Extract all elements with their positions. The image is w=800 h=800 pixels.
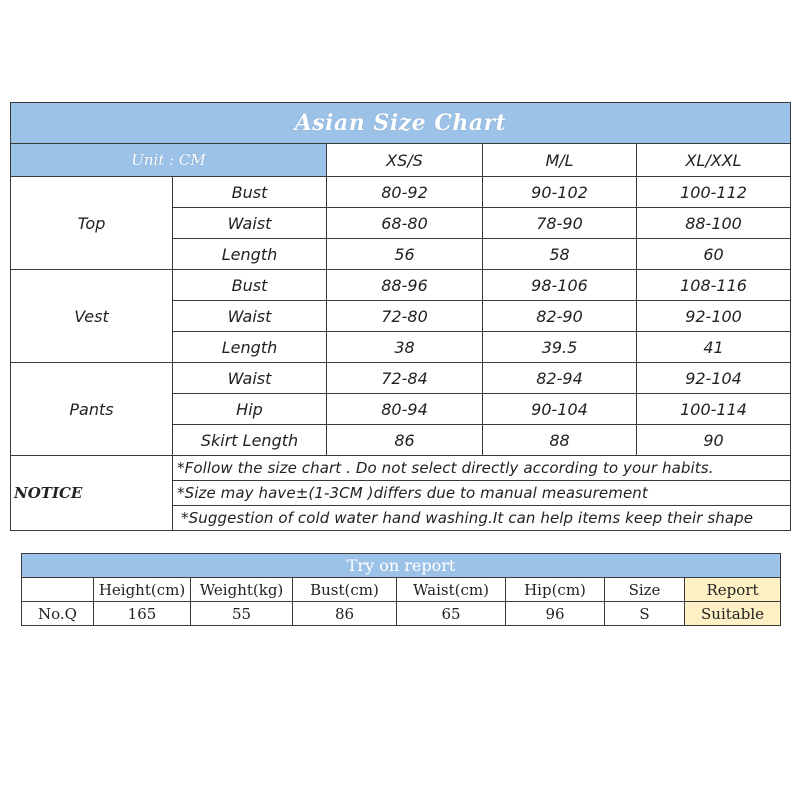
table-cell: 39.5	[483, 332, 637, 363]
measure-label: Bust	[173, 270, 327, 301]
table-cell: 60	[637, 239, 791, 270]
table-cell: 90	[637, 425, 791, 456]
report-waist-value: 65	[397, 602, 506, 626]
unit-label: Unit : CM	[11, 144, 327, 177]
group-label-vest: Vest	[11, 270, 173, 363]
report-header-blank	[22, 578, 94, 602]
table-cell: 88	[483, 425, 637, 456]
size-header-xl-xxl: XL/XXL	[637, 144, 791, 177]
table-cell: 108-116	[637, 270, 791, 301]
report-weight-value: 55	[191, 602, 293, 626]
table-cell: 86	[327, 425, 483, 456]
table-cell: 82-94	[483, 363, 637, 394]
table-cell: 78-90	[483, 208, 637, 239]
table-cell: 100-114	[637, 394, 791, 425]
group-label-top: Top	[11, 177, 173, 270]
table-cell: 90-102	[483, 177, 637, 208]
size-header-m-l: M/L	[483, 144, 637, 177]
table-cell: 80-94	[327, 394, 483, 425]
table-cell: 41	[637, 332, 791, 363]
measure-label: Bust	[173, 177, 327, 208]
measure-label: Length	[173, 239, 327, 270]
notice-line: *Size may have±(1-3CM )differs due to manual measurement	[173, 481, 791, 506]
report-header-size: Size	[605, 578, 685, 602]
table-cell: 92-100	[637, 301, 791, 332]
size-chart-title: Asian Size Chart	[11, 103, 791, 144]
size-chart-table	[10, 102, 791, 531]
try-on-report-title: Try on report	[22, 554, 781, 578]
table-cell: 82-90	[483, 301, 637, 332]
size-header-xs-s: XS/S	[327, 144, 483, 177]
report-header-report: Report	[685, 578, 781, 602]
measure-label: Waist	[173, 363, 327, 394]
table-cell: 88-96	[327, 270, 483, 301]
notice-line: *Follow the size chart . Do not select directly according to your habits.	[173, 456, 791, 481]
measure-label: Waist	[173, 208, 327, 239]
report-result-value: Suitable	[685, 602, 781, 626]
table-cell: 80-92	[327, 177, 483, 208]
report-header-bust: Bust(cm)	[293, 578, 397, 602]
report-header-waist: Waist(cm)	[397, 578, 506, 602]
table-cell: 88-100	[637, 208, 791, 239]
table-cell: 72-84	[327, 363, 483, 394]
report-header-weight: Weight(kg)	[191, 578, 293, 602]
table-cell: 92-104	[637, 363, 791, 394]
table-cell: 98-106	[483, 270, 637, 301]
measure-label: Skirt Length	[173, 425, 327, 456]
table-cell: 58	[483, 239, 637, 270]
report-height-value: 165	[94, 602, 191, 626]
notice-label: NOTICE	[11, 456, 173, 531]
group-label-pants: Pants	[11, 363, 173, 456]
table-cell: 38	[327, 332, 483, 363]
notice-line: *Suggestion of cold water hand washing.It can help items keep their shape	[173, 506, 791, 531]
report-header-hip: Hip(cm)	[506, 578, 605, 602]
table-cell: 68-80	[327, 208, 483, 239]
measure-label: Waist	[173, 301, 327, 332]
table-cell: 90-104	[483, 394, 637, 425]
report-header-height: Height(cm)	[94, 578, 191, 602]
table-cell: 100-112	[637, 177, 791, 208]
table-cell: 72-80	[327, 301, 483, 332]
try-on-report-table	[21, 553, 781, 626]
measure-label: Length	[173, 332, 327, 363]
report-hip-value: 96	[506, 602, 605, 626]
measure-label: Hip	[173, 394, 327, 425]
report-size-value: S	[605, 602, 685, 626]
table-cell: 56	[327, 239, 483, 270]
report-model-name: No.Q	[22, 602, 94, 626]
report-bust-value: 86	[293, 602, 397, 626]
